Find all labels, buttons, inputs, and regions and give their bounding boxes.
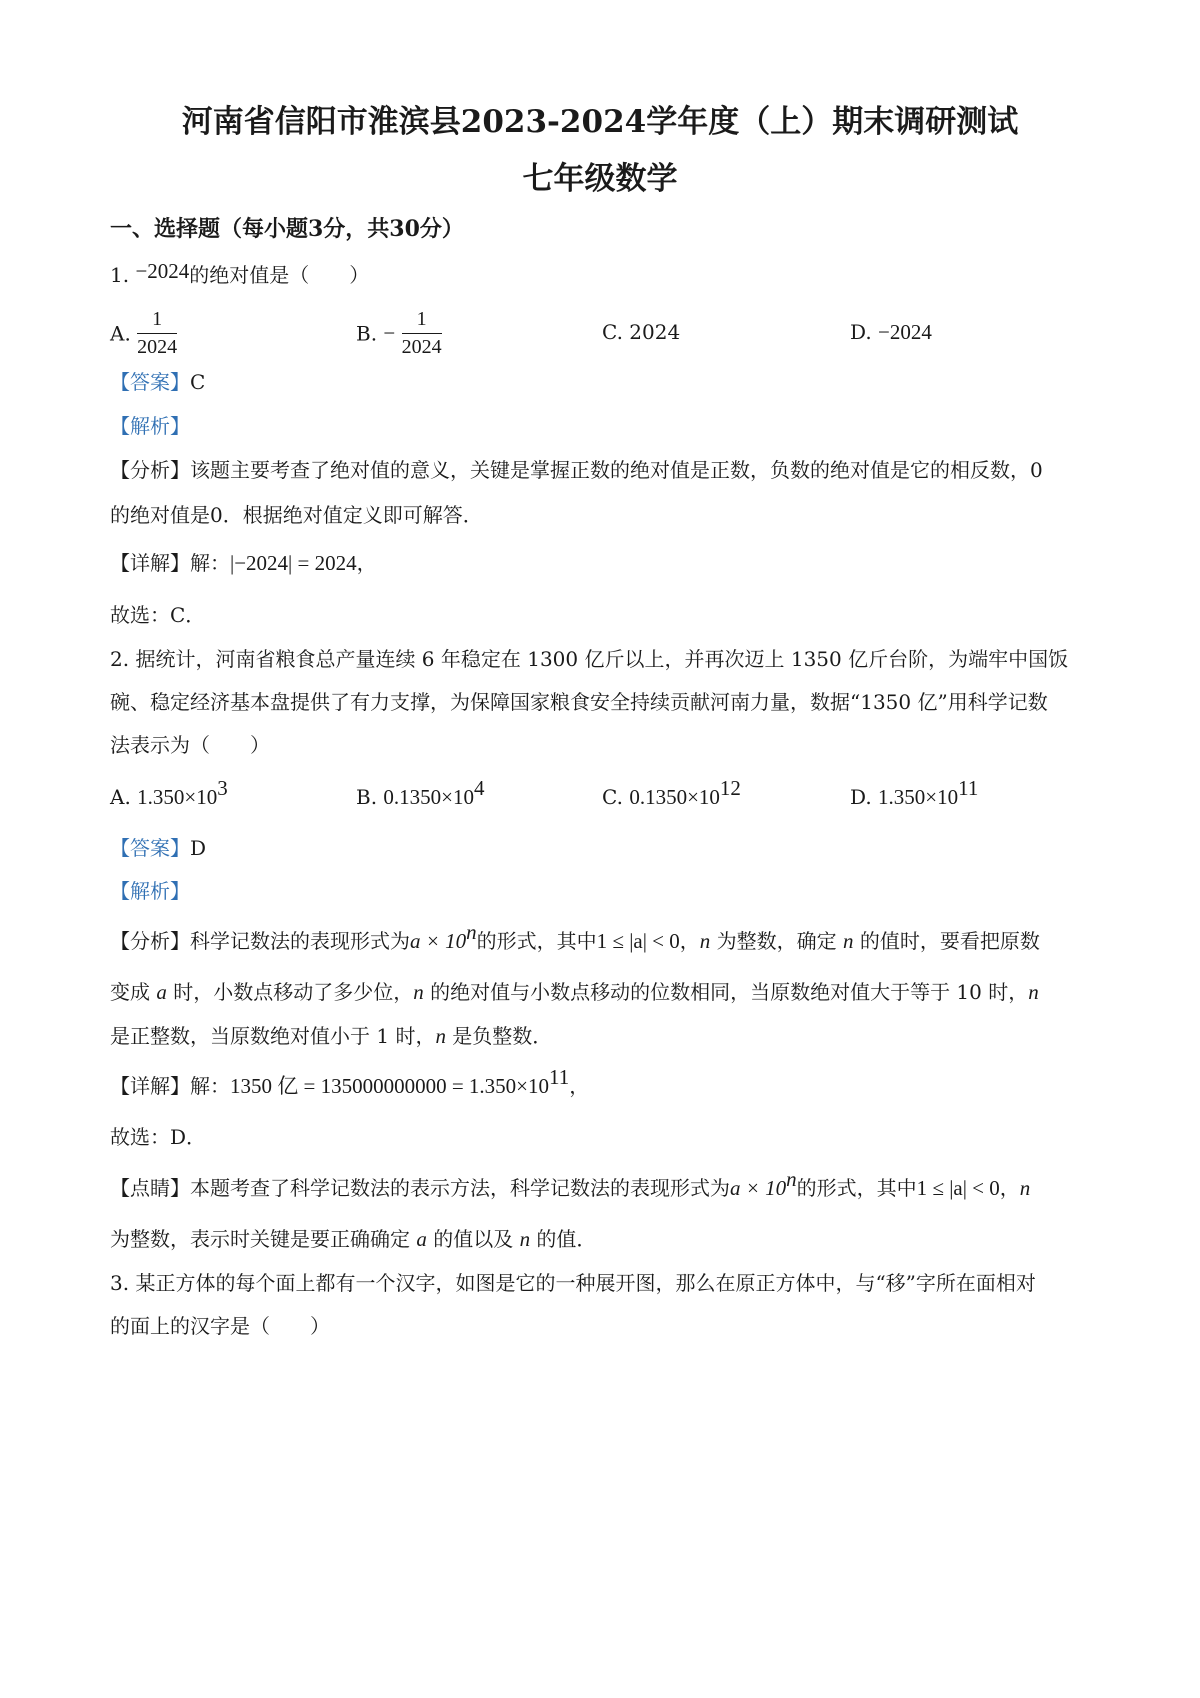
question-2-stem-line-1: 2. 据统计，河南省粮食总产量连续 6 年稳定在 1300 亿斤以上，并再次迈上 1350 亿斤台阶，为端牢中国饭 xyxy=(110,647,1069,671)
q1-option-a: A. $\frac{1}{2024}$ xyxy=(110,308,178,358)
q1-option-d: D. −2024 xyxy=(850,320,932,344)
q2-analysis-line-2: 变成 a 时，小数点移动了多少位，n 的绝对值与小数点移动的位数相同，当原数绝对值大于等于 10 时，n xyxy=(110,980,1039,1004)
exam-subtitle: 七年级数学 xyxy=(522,161,678,197)
q2-choose: 故选：D． xyxy=(110,1125,207,1149)
question-3-stem-line-1: 3. 某正方体的每个面上都有一个汉字，如图是它的一种展开图，那么在原正方体中，与“移”字所在面相对 xyxy=(110,1271,1036,1295)
question-number: 1. xyxy=(110,263,130,287)
fraction: $\frac{1}{2024}$ xyxy=(401,308,442,358)
q2-option-a: A. $1.350\times 10^3$ xyxy=(110,776,228,809)
question-2-stem-line-2: 碗、稳定经济基本盘提供了有力支撑，为保障国家粮食安全持续贡献河南力量，数据“1350 亿”用科学记数 xyxy=(110,690,1048,714)
q1-detail: 【详解】解：|−2024| = 2024， xyxy=(110,551,377,575)
q1-option-c: C. 2024 xyxy=(602,320,681,344)
q2-option-b: B. $0.1350\times 10^4$ xyxy=(356,776,485,809)
q2-detail: 【详解】解：1350 亿 = $135000000000 = 1.350\times 10^{11}$， xyxy=(110,1065,590,1098)
q1-stem-text: 的绝对值是（ ） xyxy=(189,263,370,287)
q1-explanation-label: 【解析】 xyxy=(110,414,190,438)
q1-option-b: B. − $\frac{1}{2024}$ xyxy=(356,308,442,358)
question-2-stem-line-3: 法表示为（ ） xyxy=(110,733,270,757)
q2-answer: 【答案】D xyxy=(110,836,207,860)
section-heading-choice: 一、选择题（每小题3分，共30分） xyxy=(110,216,464,242)
q1-choose: 故选：C． xyxy=(110,603,206,627)
fraction: $\frac{1}{2024}$ xyxy=(137,308,178,358)
q2-comment-line-1: 【点睛】本题考查了科学记数法的表示方法，科学记数法的表现形式为$a \times 10^n$的形式，其中1 ≤ |a| < 0，n xyxy=(110,1167,1031,1200)
q1-analysis-line-2: 的绝对值是0．根据绝对值定义即可解答． xyxy=(110,503,483,527)
q1-answer: 【答案】C xyxy=(110,370,206,394)
q2-analysis-line-1: 【分析】科学记数法的表现形式为$a \times 10^n$的形式，其中1 ≤ |a| < 0，n 为整数，确定 n 的值时，要看把原数 xyxy=(110,920,1040,953)
q2-explanation-label: 【解析】 xyxy=(110,879,190,903)
q2-option-d: D. $1.350\times 10^{11}$ xyxy=(850,776,979,809)
exam-title: 河南省信阳市淮滨县2023-2024学年度（上）期末调研测试 xyxy=(181,104,1019,140)
q1-analysis-line-1: 【分析】该题主要考查了绝对值的意义，关键是掌握正数的绝对值是正数，负数的绝对值是它的相反数，0 xyxy=(110,458,1043,482)
q1-expression: −2024 xyxy=(135,259,190,283)
q2-comment-line-2: 为整数，表示时关键是要正确确定 a 的值以及 n 的值． xyxy=(110,1227,597,1251)
q2-analysis-line-3: 是正整数，当原数绝对值小于 1 时，n 是负整数． xyxy=(110,1024,553,1048)
question-3-stem-line-2: 的面上的汉字是（ ） xyxy=(110,1314,330,1338)
q2-option-c: C. $0.1350\times 10^{12}$ xyxy=(602,776,741,809)
question-1-stem xyxy=(110,259,370,287)
